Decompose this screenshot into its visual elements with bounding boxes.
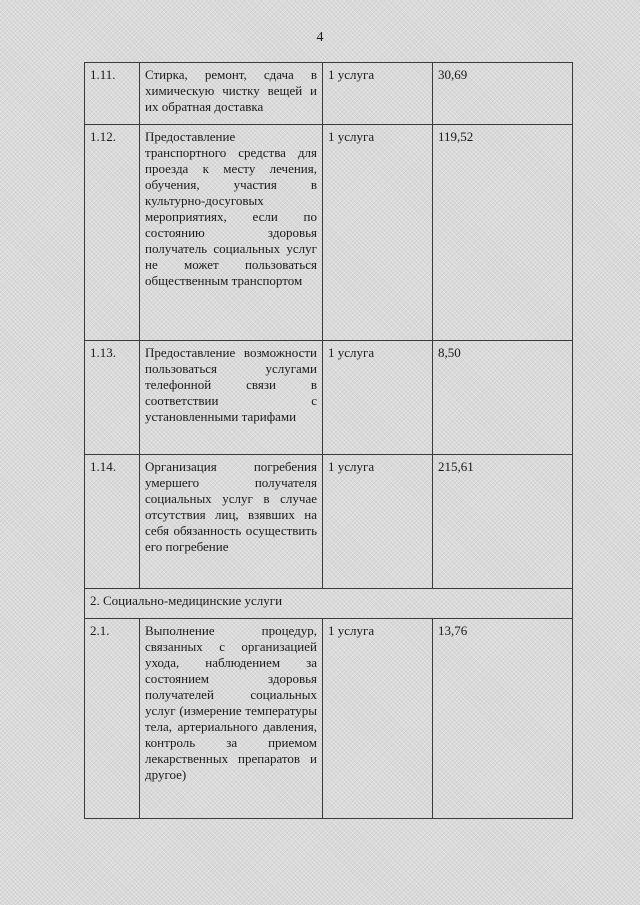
service-unit: 1 услуга — [323, 63, 433, 125]
row-number: 1.14. — [85, 455, 140, 589]
service-price: 215,61 — [433, 455, 573, 589]
table-row — [85, 619, 573, 819]
service-unit: 1 услуга — [323, 125, 433, 341]
service-name: Предоставление возможности пользоваться услугами телефонной связи в соответствии с установленными тарифами — [140, 341, 323, 455]
row-number: 2.1. — [85, 619, 140, 819]
service-price: 8,50 — [433, 341, 573, 455]
service-name: Предоставление транспортного средства для проезда к месту лечения, обучения, участия в культурно-досуговых мероприятиях, если по состоянию здоровья получатель социальных услуг не может пользоваться общественным транспортом — [140, 125, 323, 341]
page-number: 4 — [316, 30, 324, 45]
service-unit: 1 услуга — [323, 619, 433, 819]
service-unit: 1 услуга — [323, 341, 433, 455]
row-number: 1.13. — [85, 341, 140, 455]
table-row — [85, 341, 573, 455]
table-row — [85, 125, 573, 341]
row-number: 1.12. — [85, 125, 140, 341]
service-name: Организация погребения умершего получателя социальных услуг в случае отсутствия лиц, взявших на себя обязанность осуществить его погребение — [140, 455, 323, 589]
tariff-table — [84, 62, 573, 819]
service-name: Стирка, ремонт, сдача в химическую чистку вещей и их обратная доставка — [140, 63, 323, 125]
table-row — [85, 455, 573, 589]
table-row — [85, 63, 573, 125]
section-title: 2. Социально-медицинские услуги — [85, 589, 573, 619]
row-number: 1.11. — [85, 63, 140, 125]
service-price: 13,76 — [433, 619, 573, 819]
service-unit: 1 услуга — [323, 455, 433, 589]
service-price: 30,69 — [433, 63, 573, 125]
service-price: 119,52 — [433, 125, 573, 341]
service-name: Выполнение процедур, связанных с организацией ухода, наблюдением за состоянием здоровья получателей социальных услуг (измерение температуры тела, артериального давления, контроль за приемом лекарственных препаратов и другое) — [140, 619, 323, 819]
section-header-row — [85, 589, 573, 619]
